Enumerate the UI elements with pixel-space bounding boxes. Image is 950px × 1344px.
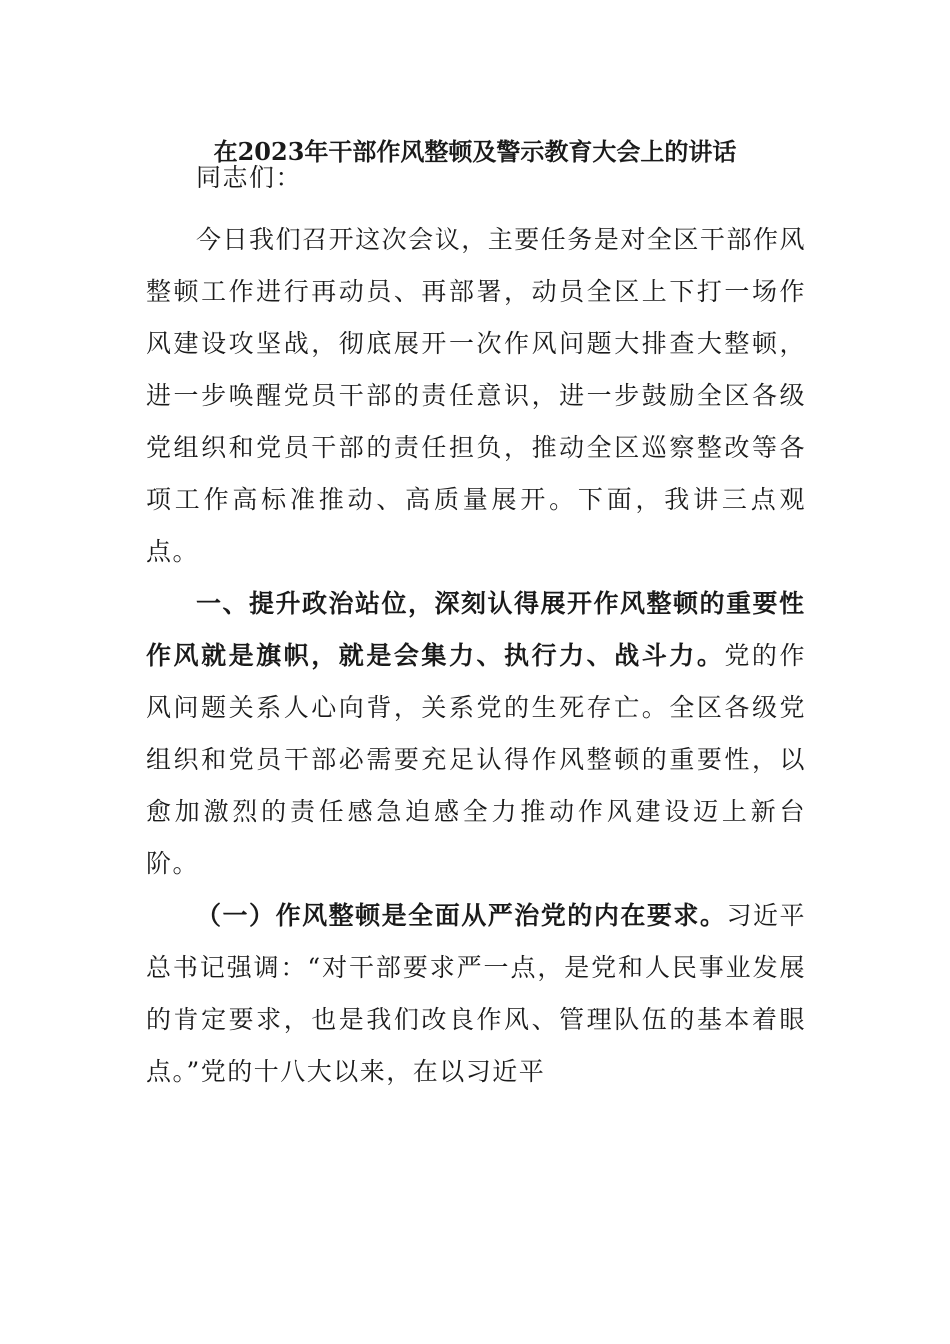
- section-1-paragraph: [146, 630, 806, 890]
- subsection-1-paragraph: [146, 890, 806, 1098]
- salutation: 同志们：: [196, 163, 303, 192]
- document-title: 在2023年干部作风整顿及警示教育大会上的讲话: [213, 137, 737, 166]
- section-heading-1: 一、提升政治站位，深刻认得展开作风整顿的重要性: [196, 589, 806, 618]
- paragraph-intro: 今日我们召开这次会议，主要任务是对全区干部作风整顿工作进行再动员、再部署，动员全区上下打一场作风建设攻坚战，彻底展开一次作风问题大排查大整顿，进一步唤醒党员干部的责任意识，进一步鼓励全区各级党组织和党员干部的责任担负，推动全区巡察整改等各项工作高标准推动、高质量展开。下面，我讲三点观点。: [146, 225, 806, 566]
- section-1-body: 党的作风问题关系人心向背，关系党的生死存亡。全区各级党组织和党员干部必需要充足认得作风整顿的重要性，以愈加激烈的责任感急迫感全力推动作风建设迈上新台阶。: [146, 641, 806, 878]
- subsection-1-body: 习近平总书记强调：“对干部要求严一点，是党和人民事业发展的肯定要求，也是我们改良作风、管理队伍的基本着眼点。”党的十八大以来，在以习近平: [146, 901, 806, 1086]
- section-1-lead: 作风就是旗帜，就是会集力、执行力、战斗力。: [146, 641, 725, 670]
- subsection-1-lead: （一）作风整顿是全面从严治党的内在要求。: [196, 901, 727, 930]
- document-body: [146, 152, 806, 1098]
